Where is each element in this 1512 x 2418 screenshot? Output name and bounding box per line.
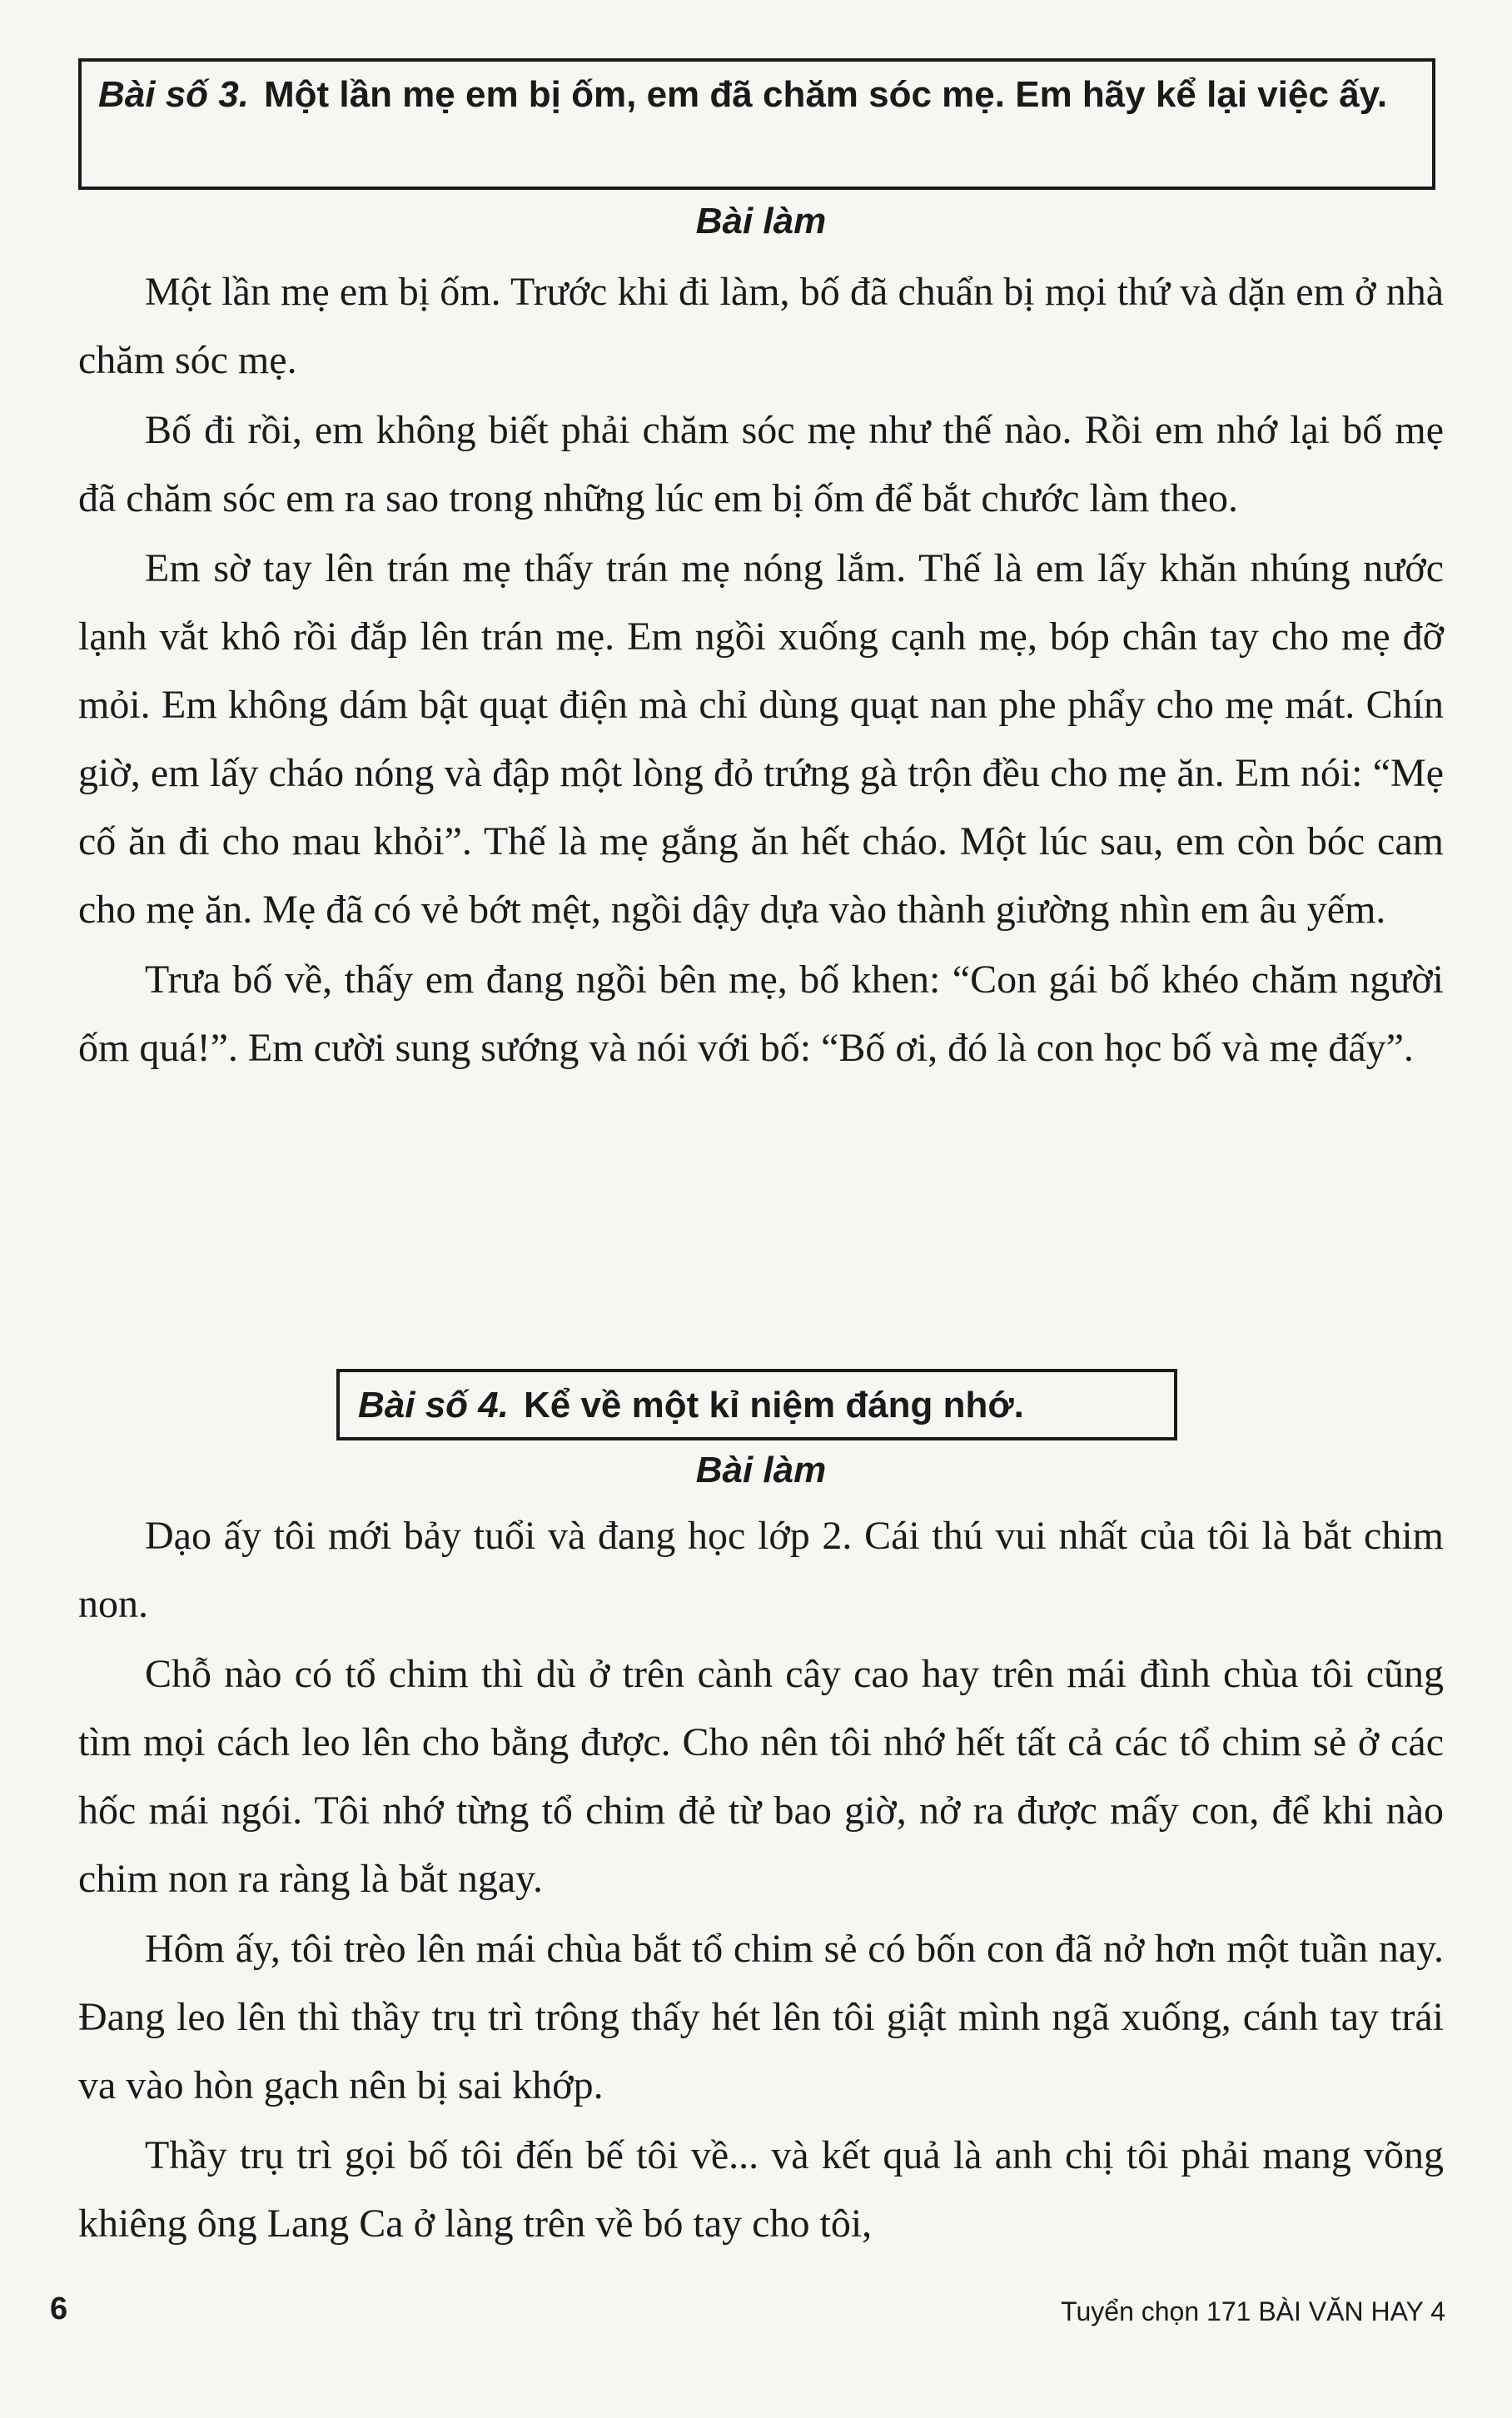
paragraph: Trưa bố về, thấy em đang ngồi bên mẹ, bố khen: “Con gái bố khéo chăm người ốm quá!”. Em cười sung sướng và nói với bố: “Bố ơi, đó là con học bố và mẹ đấy”.	[78, 958, 1444, 1070]
section-3-label: Bài số 3.	[98, 74, 249, 115]
section-4-body	[78, 1502, 1444, 2260]
paragraph: Một lần mẹ em bị ốm. Trước khi đi làm, bố đã chuẩn bị mọi thứ và dặn em ở nhà chăm sóc mẹ.	[78, 270, 1444, 382]
section-3-body	[78, 258, 1444, 1084]
section-4-label: Bài số 4.	[358, 1385, 509, 1425]
paragraph: Em sờ tay lên trán mẹ thấy trán mẹ nóng lắm. Thế là em lấy khăn nhúng nước lạnh vắt khô rồi đắp lên trán mẹ. Em ngồi xuống cạnh mẹ, bóp chân tay cho mẹ đỡ mỏi. Em không dám bật quạt điện mà chỉ dùng quạt nan phe phẩy cho mẹ mát. Chín giờ, em lấy cháo nóng và đập một lòng đỏ trứng gà trộn đều cho mẹ ăn. Em nói: “Mẹ cố ăn đi cho mau khỏi”. Thế là mẹ gắng ăn hết cháo. Một lúc sau, em còn bóc cam cho mẹ ăn. Mẹ đã có vẻ bớt mệt, ngồi dậy dựa vào thành giường nhìn em âu yếm.	[78, 546, 1444, 932]
section-4-title: Kể về một kỉ niệm đáng nhớ.	[523, 1385, 1024, 1425]
section-3-heading: Bài làm	[695, 201, 827, 241]
paragraph: Hôm ấy, tôi trèo lên mái chùa bắt tổ chim sẻ có bốn con đã nở hơn một tuần nay. Đang leo lên thì thầy trụ trì trông thấy hét lên tôi giật mình ngã xuống, cánh tay trái va vào hòn gạch nên bị sai khớp.	[78, 1927, 1444, 2107]
paragraph: Dạo ấy tôi mới bảy tuổi và đang học lớp 2. Cái thú vui nhất của tôi là bắt chim non.	[78, 1514, 1444, 1626]
book-title: Tuyển chọn 171 BÀI VĂN HAY 4	[1061, 2296, 1445, 2326]
paragraph: Bố đi rồi, em không biết phải chăm sóc mẹ như thế nào. Rồi em nhớ lại bố mẹ đã chăm sóc em ra sao trong những lúc em bị ốm để bắt chước làm theo.	[78, 408, 1444, 520]
section-3-title: Một lần mẹ em bị ốm, em đã chăm sóc mẹ. Em hãy kể lại việc ấy.	[263, 74, 1388, 115]
paragraph: Chỗ nào có tổ chim thì dù ở trên cành cây cao hay trên mái đình chùa tôi cũng tìm mọi cách leo lên cho bằng được. Cho nên tôi nhớ hết tất cả các tổ chim sẻ ở các hốc mái ngói. Tôi nhớ từng tổ chim đẻ từ bao giờ, nở ra được mấy con, để khi nào chim non ra ràng là bắt ngay.	[78, 1652, 1444, 1901]
section-4-title-box	[336, 1369, 1177, 1440]
page-number: 6	[50, 2291, 68, 2326]
paragraph: Thầy trụ trì gọi bố tôi đến bế tôi về... và kết quả là anh chị tôi phải mang võng khiêng ông Lang Ca ở làng trên về bó tay cho tôi,	[78, 2133, 1444, 2246]
section-3-title-box	[78, 58, 1435, 190]
section-4-heading: Bài làm	[695, 1450, 827, 1490]
